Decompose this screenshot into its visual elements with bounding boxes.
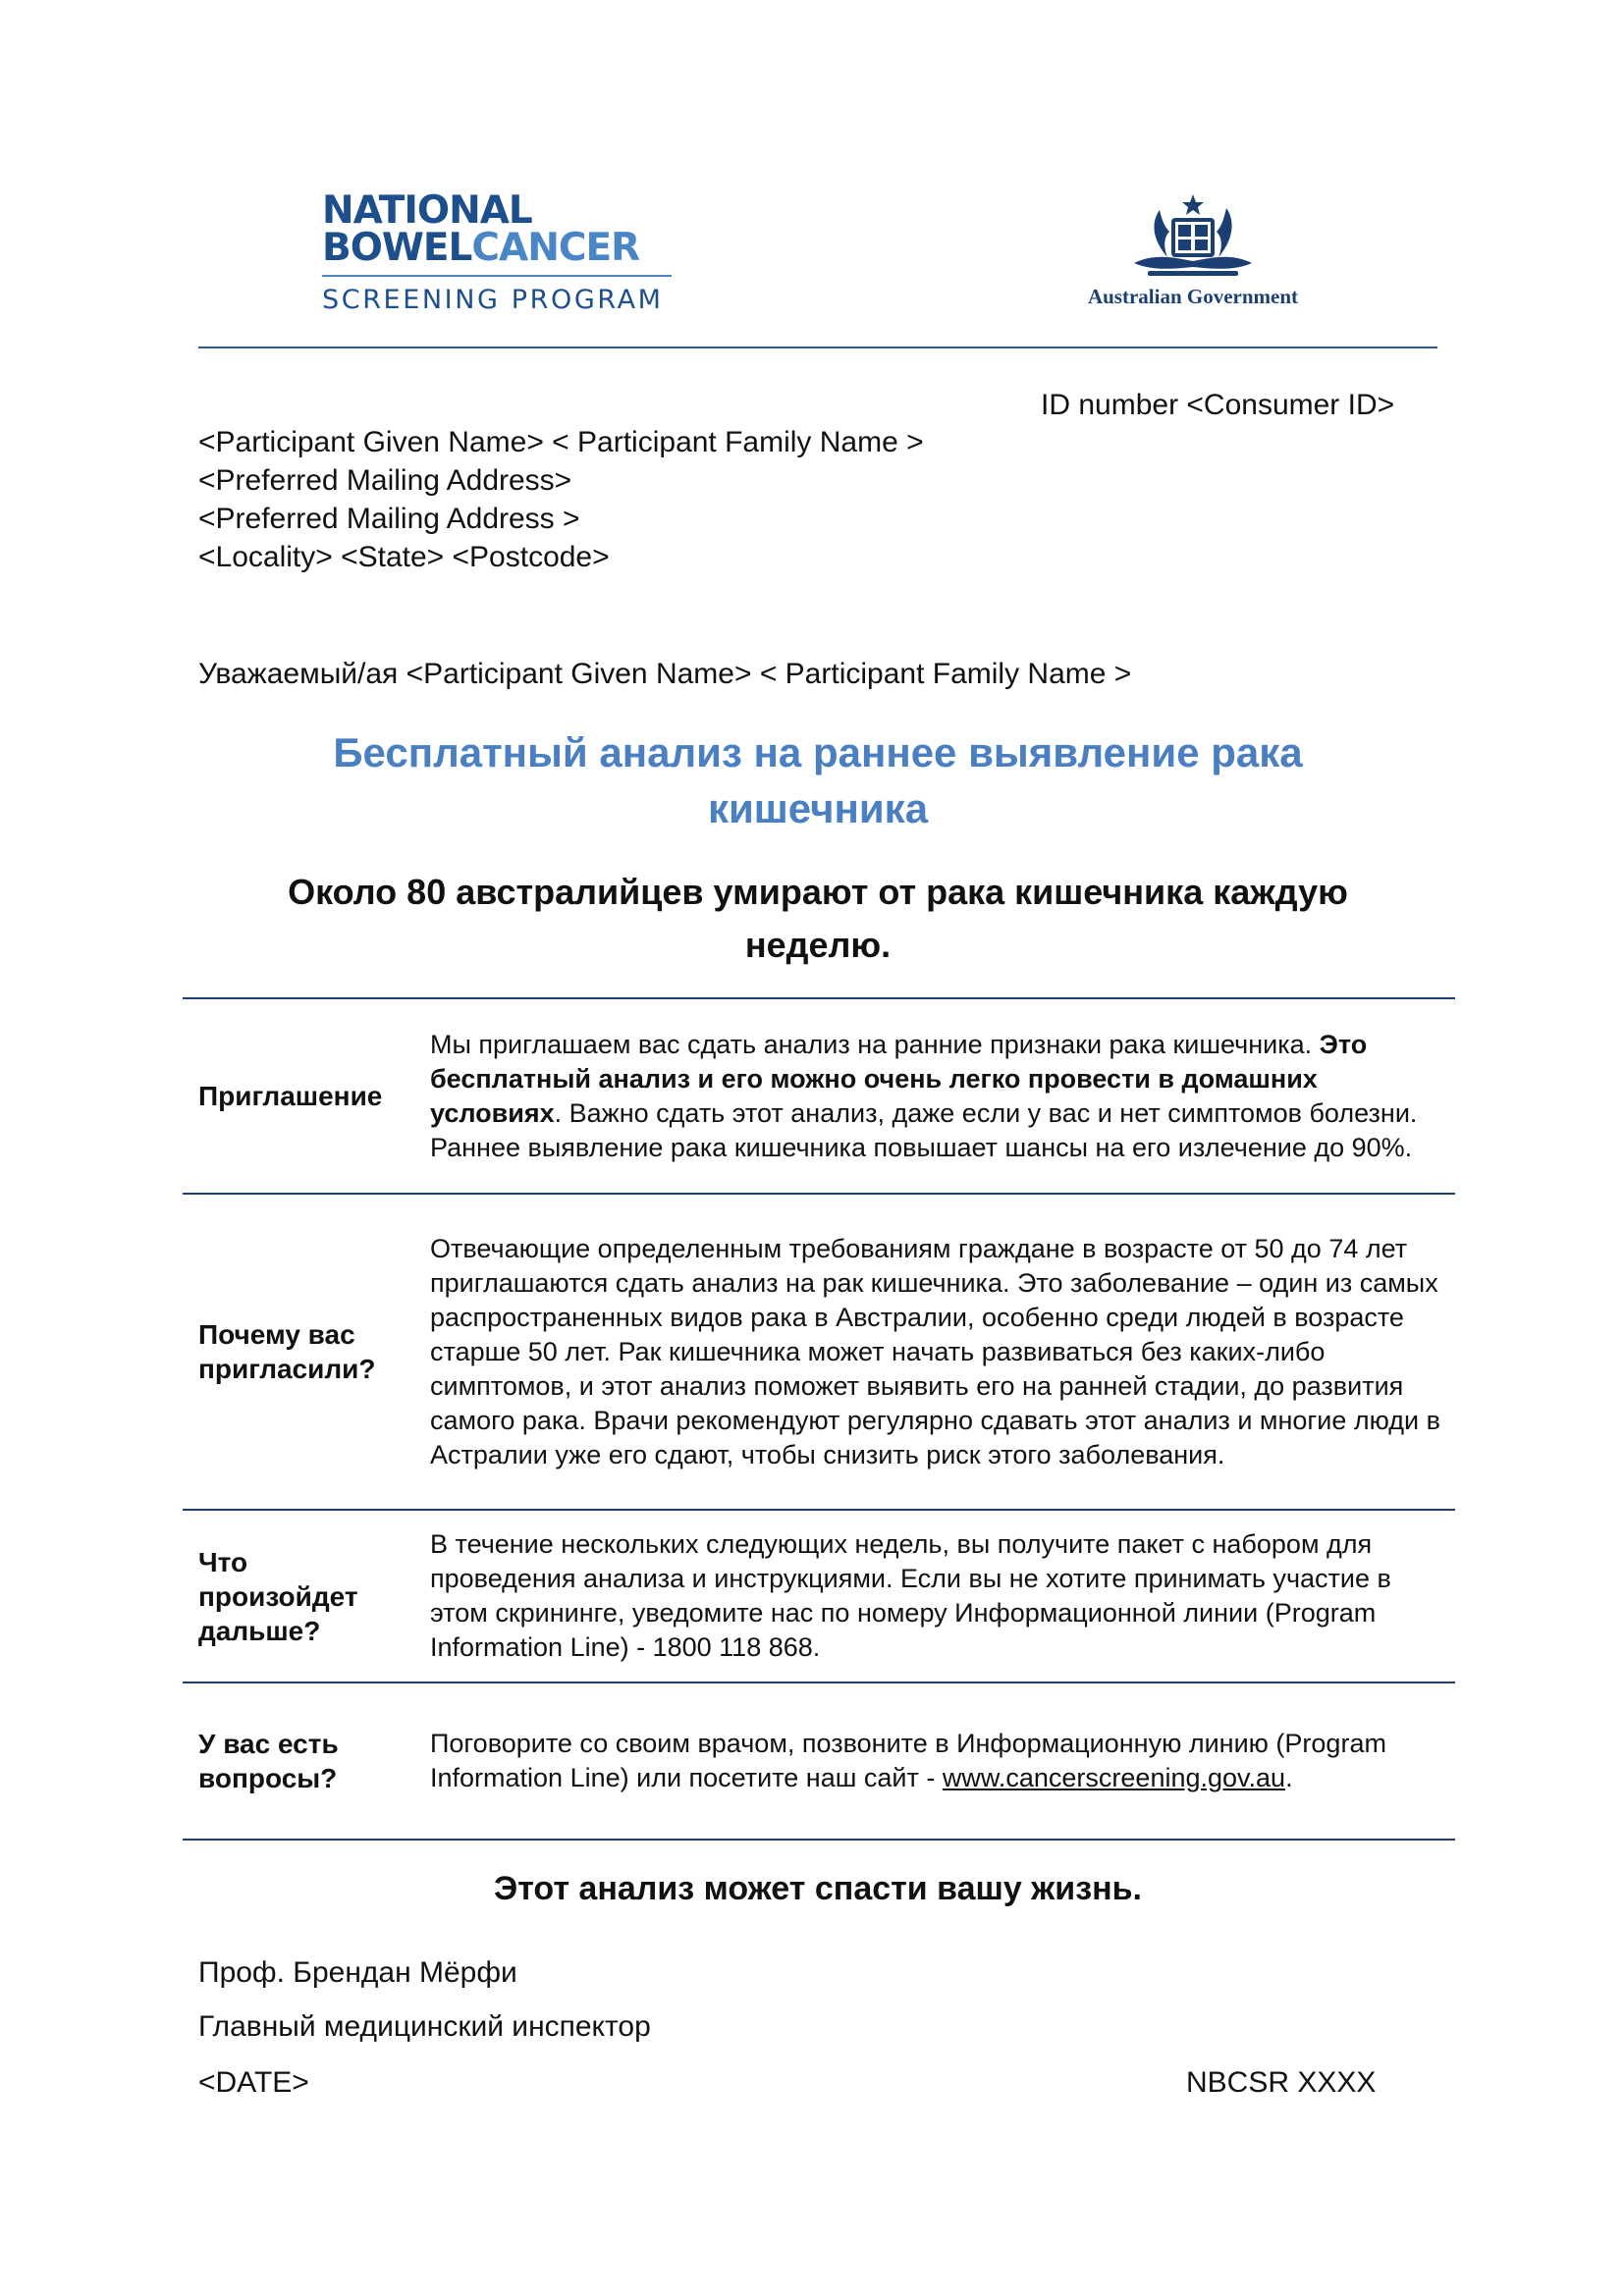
government-logo [1060, 192, 1326, 309]
page-subtitle-line2: неделю. [744, 925, 892, 965]
header-divider [198, 347, 1437, 348]
row-label: У вас есть вопросы? [183, 1682, 428, 1840]
document-code: NBCSR XXXX [1186, 2066, 1377, 2099]
coat-of-arms-icon [1124, 192, 1262, 279]
row-text: Мы приглашаем вас сдать анализ на ранние признаки рака кишечника. Это бесплатный анализ и его можно очень легко провести в домашних условиях. Важно сдать этот анализ, даже если у вас и нет симптомов болезни. Раннее выявление рака кишечника повышает шансы на его излечение до 90%. [428, 998, 1455, 1194]
row-text: Поговорите со своим врачом, позвоните в Информационную линию (Program Information Line) или посетите наш сайт - www.cancerscreening.gov.au. [428, 1682, 1455, 1840]
address-block [198, 423, 924, 576]
program-logo-rule [322, 275, 672, 277]
program-logo [322, 188, 685, 315]
government-logo-text: Australian Government [1087, 285, 1299, 308]
table-row [183, 1682, 1455, 1840]
info-table [183, 997, 1455, 1841]
row-label: Приглашение [183, 998, 428, 1194]
address-line: <Locality> <State> <Postcode> [198, 541, 610, 573]
page-title [198, 724, 1437, 836]
program-logo-line2 [322, 226, 685, 270]
page-title-line2: кишечника [707, 785, 929, 831]
table-row [183, 998, 1455, 1194]
program-logo-line3: SCREENING PROGRAM [322, 285, 664, 315]
signatory-name: Проф. Брендан Мёрфи [198, 1956, 517, 1989]
page-title-line1: Бесплатный анализ на раннее выявление рака [333, 729, 1303, 775]
row-text: В течение нескольких следующих недель, вы получите пакет с набором для проведения анализа и инструкциями. Если вы не хотите принимать участие в этом скрининге, уведомите нас по номеру Информационной линии (Program Information Line) - 1800 118 868. [428, 1510, 1455, 1682]
page-subtitle [198, 866, 1437, 972]
program-logo-cancer: CANCER [471, 226, 640, 270]
table-row [183, 1510, 1455, 1682]
address-line: <Preferred Mailing Address> [198, 464, 572, 497]
id-number: ID number <Consumer ID> [1041, 389, 1395, 421]
row-label: Что произойдет дальше? [183, 1510, 428, 1682]
website-link[interactable]: www.cancerscreening.gov.au [942, 1763, 1286, 1792]
table-row [183, 1194, 1455, 1510]
program-logo-line1: NATIONAL [322, 188, 532, 233]
program-logo-bowel: BOWEL [322, 226, 472, 270]
closing-statement: Этот анализ может спасти вашу жизнь. [494, 1870, 1142, 1907]
signatory-position: Главный медицинский инспектор [198, 2010, 651, 2043]
address-line: <Preferred Mailing Address > [198, 503, 580, 535]
salutation: Уважаемый/ая <Participant Given Name> < Participant Family Name > [198, 658, 1132, 690]
row-label: Почему вас пригласили? [183, 1194, 428, 1510]
page-subtitle-line1: Около 80 австралийцев умирают от рака кишечника каждую [288, 872, 1348, 912]
address-line: <Participant Given Name> < Participant Family Name > [198, 426, 924, 458]
letter-date: <DATE> [198, 2066, 309, 2099]
row-text-bold: Это бесплатный анализ и его можно очень легко провести в домашних условиях [430, 1029, 1368, 1128]
row-text: Отвечающие определенным требованиям граждане в возрасте от 50 до 74 лет приглашаются сдать анализ на рак кишечника. Это заболевание – один из самых распространенных видов рака в Австралии, особенно среди людей в возрасте старше 50 лет. Рак кишечника может начать развиваться без каких-либо симптомов, и этот анализ поможет выявить его на ранней стадии, до развития самого рака. Врачи рекомендуют регулярно сдавать этот анализ и многие люди в Астралии уже его сдают, чтобы снизить риск этого заболевания. [428, 1194, 1455, 1510]
